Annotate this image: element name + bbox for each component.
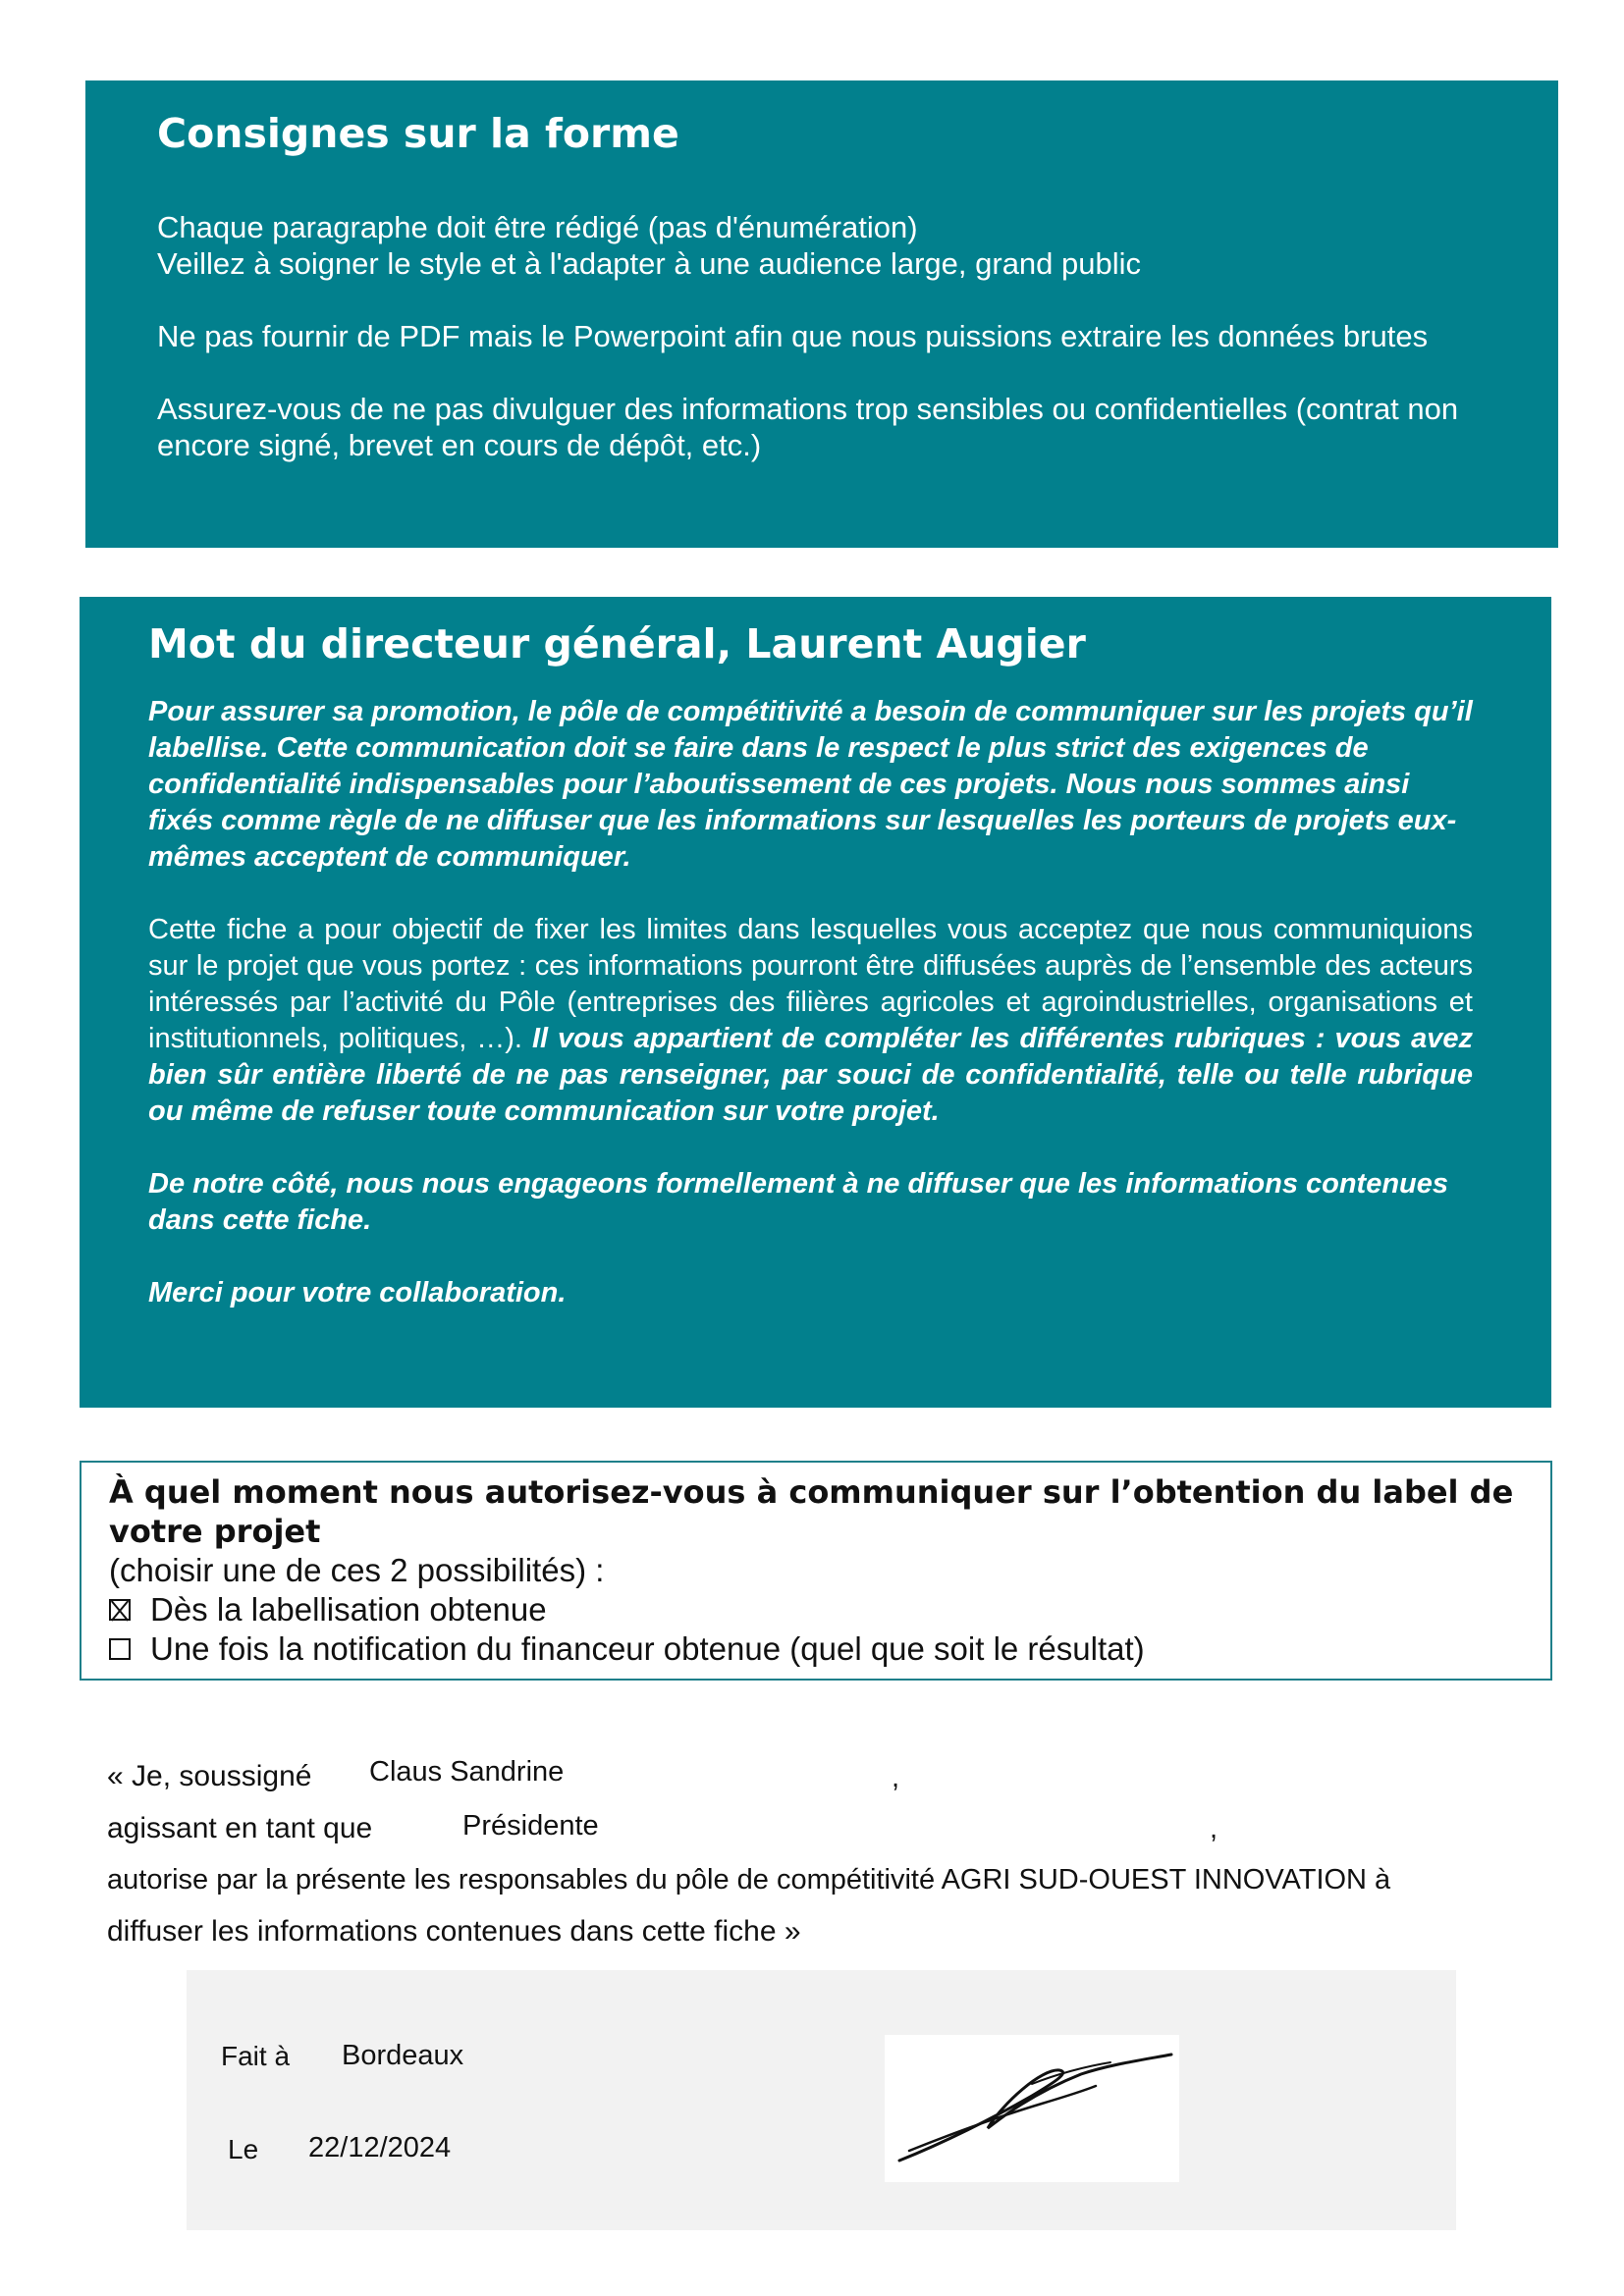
consignes-para-1 [157, 209, 1489, 282]
signature-area [187, 1970, 1456, 2230]
declaration-role-value[interactable]: Présidente [462, 1810, 599, 1842]
authorization-question: À quel moment nous autorisez-vous à communiquer sur l’obtention du label de votre projet [109, 1473, 1514, 1550]
consignes-title: Consignes sur la forme [157, 110, 679, 157]
consignes-para-3: Assurez-vous de ne pas divulguer des informations trop sensibles ou confidentielles (contrat non encore signé, brevet en cours de dépôt, etc.) [157, 392, 1459, 463]
declaration-je-label: « Je, soussigné [107, 1760, 312, 1792]
authorization-hint: (choisir une de ces 2 possibilités) : [109, 1552, 605, 1588]
authorization-question-box [80, 1461, 1552, 1681]
director-message-panel [80, 597, 1551, 1408]
fait-a-value[interactable]: Bordeaux [342, 2040, 464, 2071]
director-para-2 [148, 912, 1473, 1130]
checkbox-unchecked-icon[interactable] [109, 1638, 131, 1660]
option-label: Dès la labellisation obtenue [150, 1591, 547, 1628]
consignes-line-1: Chaque paragraphe doit être rédigé (pas d'énumération) [157, 210, 918, 245]
consignes-line-2: Veillez à soigner le style et à l'adapter à une audience large, grand public [157, 246, 1142, 282]
director-para-4: Merci pour votre collaboration. [148, 1277, 567, 1309]
declaration-name-value[interactable]: Claus Sandrine [369, 1756, 565, 1788]
declaration-line-3: autorise par la présente les responsables du pôle de compétitivité AGRI SUD-OUEST INNOVATION à [107, 1864, 1391, 1896]
director-para-2-bold: Il vous appartient de compléter les différentes rubriques : vous avez bien sûr entière liberté de ne pas renseigner, par souci de confidentialité, telle ou telle rubrique ou même de refuser toute communication sur votre projet. [148, 1023, 1473, 1128]
declaration-comma-1: , [892, 1762, 900, 1793]
date-label: Le [228, 2134, 259, 2164]
director-para-1: Pour assurer sa promotion, le pôle de compétitivité a besoin de communiquer sur les projets qu’il labellise. Cette communication doit se faire dans le respect le plus strict des exigences de confidentialité indispensables pour l’aboutissement de ces projets. Nous nous sommes ainsi fixés comme règle de ne diffuser que les informations sur lesquelles les porteurs de projets eux-mêmes acceptent de communiquer. [148, 696, 1473, 874]
checkbox-checked-icon[interactable] [109, 1599, 131, 1621]
signature-icon [885, 2035, 1179, 2182]
fait-a-label: Fait à [221, 2041, 291, 2071]
date-value[interactable]: 22/12/2024 [308, 2132, 452, 2163]
option-notification-financeur[interactable] [109, 1629, 1523, 1669]
declaration-comma-2: , [1210, 1813, 1218, 1844]
declaration-agissant-label: agissant en tant que [107, 1812, 373, 1844]
director-message-title: Mot du directeur général, Laurent Augier [148, 620, 1086, 667]
option-label: Une fois la notification du financeur obtenue (quel que soit le résultat) [150, 1630, 1145, 1667]
signature-image [885, 2035, 1179, 2182]
declaration-line-4: diffuser les informations contenues dans cette fiche » [107, 1915, 801, 1948]
consignes-para-2: Ne pas fournir de PDF mais le Powerpoint afin que nous puissions extraire les données brutes [157, 319, 1429, 354]
director-para-3: De notre côté, nous nous engageons formellement à ne diffuser que les informations contenues dans cette fiche. [148, 1168, 1449, 1237]
option-labellisation[interactable] [109, 1590, 1523, 1629]
director-para-2-normal: Cette fiche a pour objectif de fixer les limites dans lesquelles vous acceptez que nous communiquions sur le projet que vous portez : ces informations pourront être diffusées auprès de l’ensemble des acteurs intéressés par l’activité du Pôle (entreprises des filières agricoles et agroindustrielles, organisations et institutionnels, politiques, …). [148, 914, 1473, 1055]
consignes-panel [85, 80, 1558, 548]
